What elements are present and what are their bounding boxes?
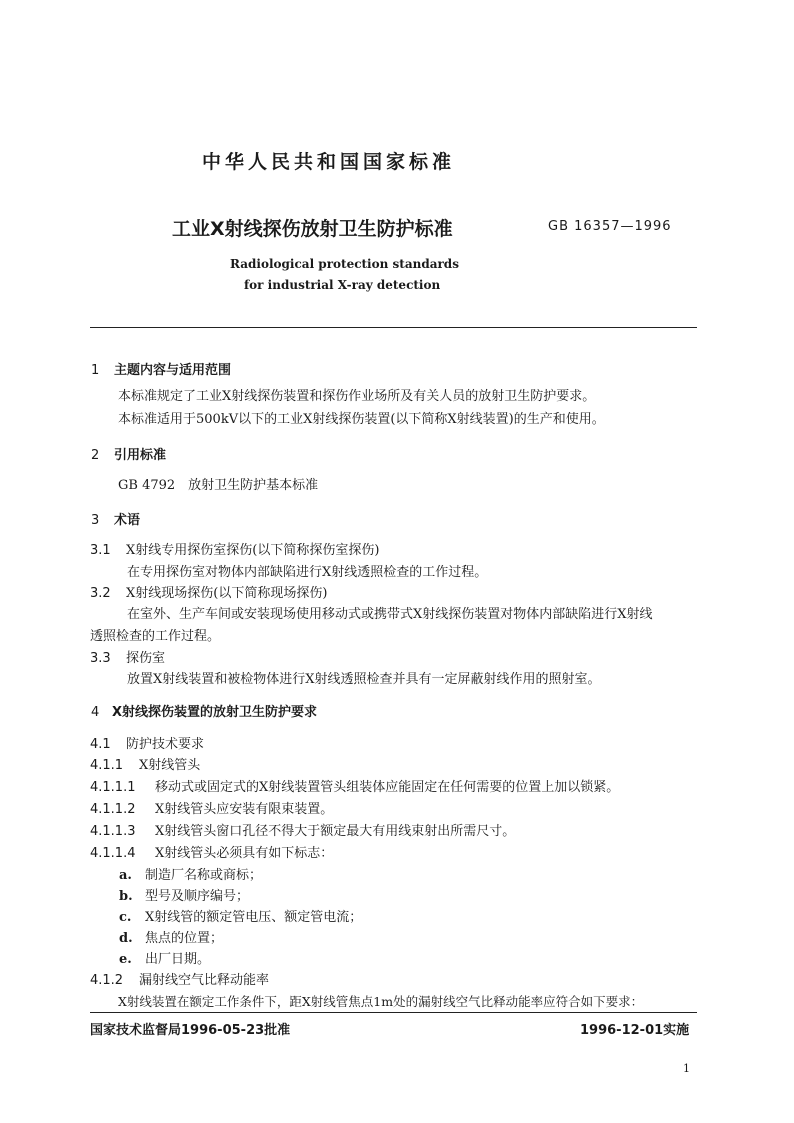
clause-4-1-1-2-number: 4.1.1.2 <box>90 802 136 817</box>
clause-3-2-number: 3.2 <box>90 586 111 601</box>
clause-4-1-1-1-number: 4.1.1.1 <box>90 780 136 795</box>
list-item-text: 焦点的位置； <box>145 931 224 946</box>
clause-3-2-title: X射线现场探伤(以下简称现场探伤) <box>126 586 328 601</box>
clause-3-3-title: 探伤室 <box>126 651 166 666</box>
list-item-text: X射线管的额定管电压、额定管电流； <box>145 910 363 925</box>
clause-4-1-1-4-number: 4.1.1.4 <box>90 846 136 861</box>
section-4-number: 4 <box>91 705 100 720</box>
clause-3-3-text: 放置X射线装置和被检物体进行X射线透照检查并具有一定屏蔽射线作用的照射室。 <box>127 672 601 687</box>
clause-4-1-number: 4.1 <box>90 737 111 752</box>
clause-4-1-2-text: X射线装置在额定工作条件下，距X射线管焦点1m处的漏射线空气比释动能率应符合如下要求： <box>118 994 644 1009</box>
document-title: 工业X射线探伤放射卫生防护标准 <box>172 218 453 240</box>
list-item <box>119 867 262 885</box>
clause-4-1-1-4-text: X射线管头必须具有如下标志： <box>155 846 334 861</box>
clause-4-1-2-title: 漏射线空气比释动能率 <box>139 973 270 988</box>
english-title-line1: Radiological protection standards <box>230 257 459 271</box>
header-divider <box>90 327 697 328</box>
clause-4-1-2-number: 4.1.2 <box>90 973 124 988</box>
list-item-text: 出厂日期。 <box>145 952 211 967</box>
clause-4-1-1-3-text: X射线管头窗口孔径不得大于额定最大有用线束射出所需尺寸。 <box>155 824 516 839</box>
list-item <box>119 909 362 927</box>
list-item-mark: d. <box>119 931 133 946</box>
clause-4-1-1-number: 4.1.1 <box>90 758 124 773</box>
clause-4-1-1-2-text: X射线管头应安装有限束装置。 <box>155 802 334 817</box>
page-number: 1 <box>683 1062 690 1075</box>
section-1-paragraph-1: 本标准规定了工业X射线探伤装置和探伤作业场所及有关人员的放射卫生防护要求。 <box>118 389 596 404</box>
section-3-number: 3 <box>91 513 100 528</box>
section-1-heading: 主题内容与适用范围 <box>114 363 232 378</box>
clause-3-1-number: 3.1 <box>90 543 111 558</box>
clause-3-1-text: 在专用探伤室对物体内部缺陷进行X射线透照检查的工作过程。 <box>127 565 488 580</box>
clause-3-1-title: X射线专用探伤室探伤(以下简称探伤室探伤) <box>126 543 380 558</box>
national-standard-title: 中华人民共和国国家标准 <box>202 151 456 173</box>
reference-standard: GB 4792 放射卫生防护基本标准 <box>118 478 319 493</box>
english-title-line2: for industrial X-ray detection <box>244 278 441 292</box>
clause-3-2-text-line2: 透照检查的工作过程。 <box>90 629 221 644</box>
section-2-number: 2 <box>91 448 100 463</box>
clause-3-3-number: 3.3 <box>90 651 111 666</box>
section-3-heading: 术语 <box>114 513 141 528</box>
list-item <box>119 930 223 948</box>
clause-4-1-1-3-number: 4.1.1.3 <box>90 824 136 839</box>
list-item-mark: a. <box>119 868 132 883</box>
approval-statement: 国家技术监督局1996-05-23批准 <box>90 1023 291 1038</box>
list-item <box>119 951 210 969</box>
list-item-mark: e. <box>119 952 132 967</box>
clause-4-1-title: 防护技术要求 <box>126 737 205 752</box>
list-item-mark: c. <box>119 910 132 925</box>
list-item-mark: b. <box>119 889 133 904</box>
section-1-number: 1 <box>91 363 100 378</box>
section-4-heading: X射线探伤装置的放射卫生防护要求 <box>112 705 318 720</box>
effective-date: 1996-12-01实施 <box>580 1023 690 1038</box>
standard-code: GB 16357—1996 <box>548 219 672 234</box>
footer-divider <box>90 1012 697 1013</box>
clause-4-1-1-title: X射线管头 <box>139 758 201 773</box>
clause-3-2-text-line1: 在室外、生产车间或安装现场使用移动式或携带式X射线探伤装置对物体内部缺陷进行X射线 <box>127 607 653 622</box>
list-item <box>119 888 249 906</box>
section-1-paragraph-2: 本标准适用于500kV以下的工业X射线探伤装置(以下简称X射线装置)的生产和使用。 <box>118 412 605 427</box>
list-item-text: 型号及顺序编号； <box>145 889 250 904</box>
clause-4-1-1-1-text: 移动式或固定式的X射线装置管头组装体应能固定在任何需要的位置上加以锁紧。 <box>155 780 620 795</box>
section-2-heading: 引用标准 <box>114 448 167 463</box>
list-item-text: 制造厂名称或商标； <box>145 868 263 883</box>
